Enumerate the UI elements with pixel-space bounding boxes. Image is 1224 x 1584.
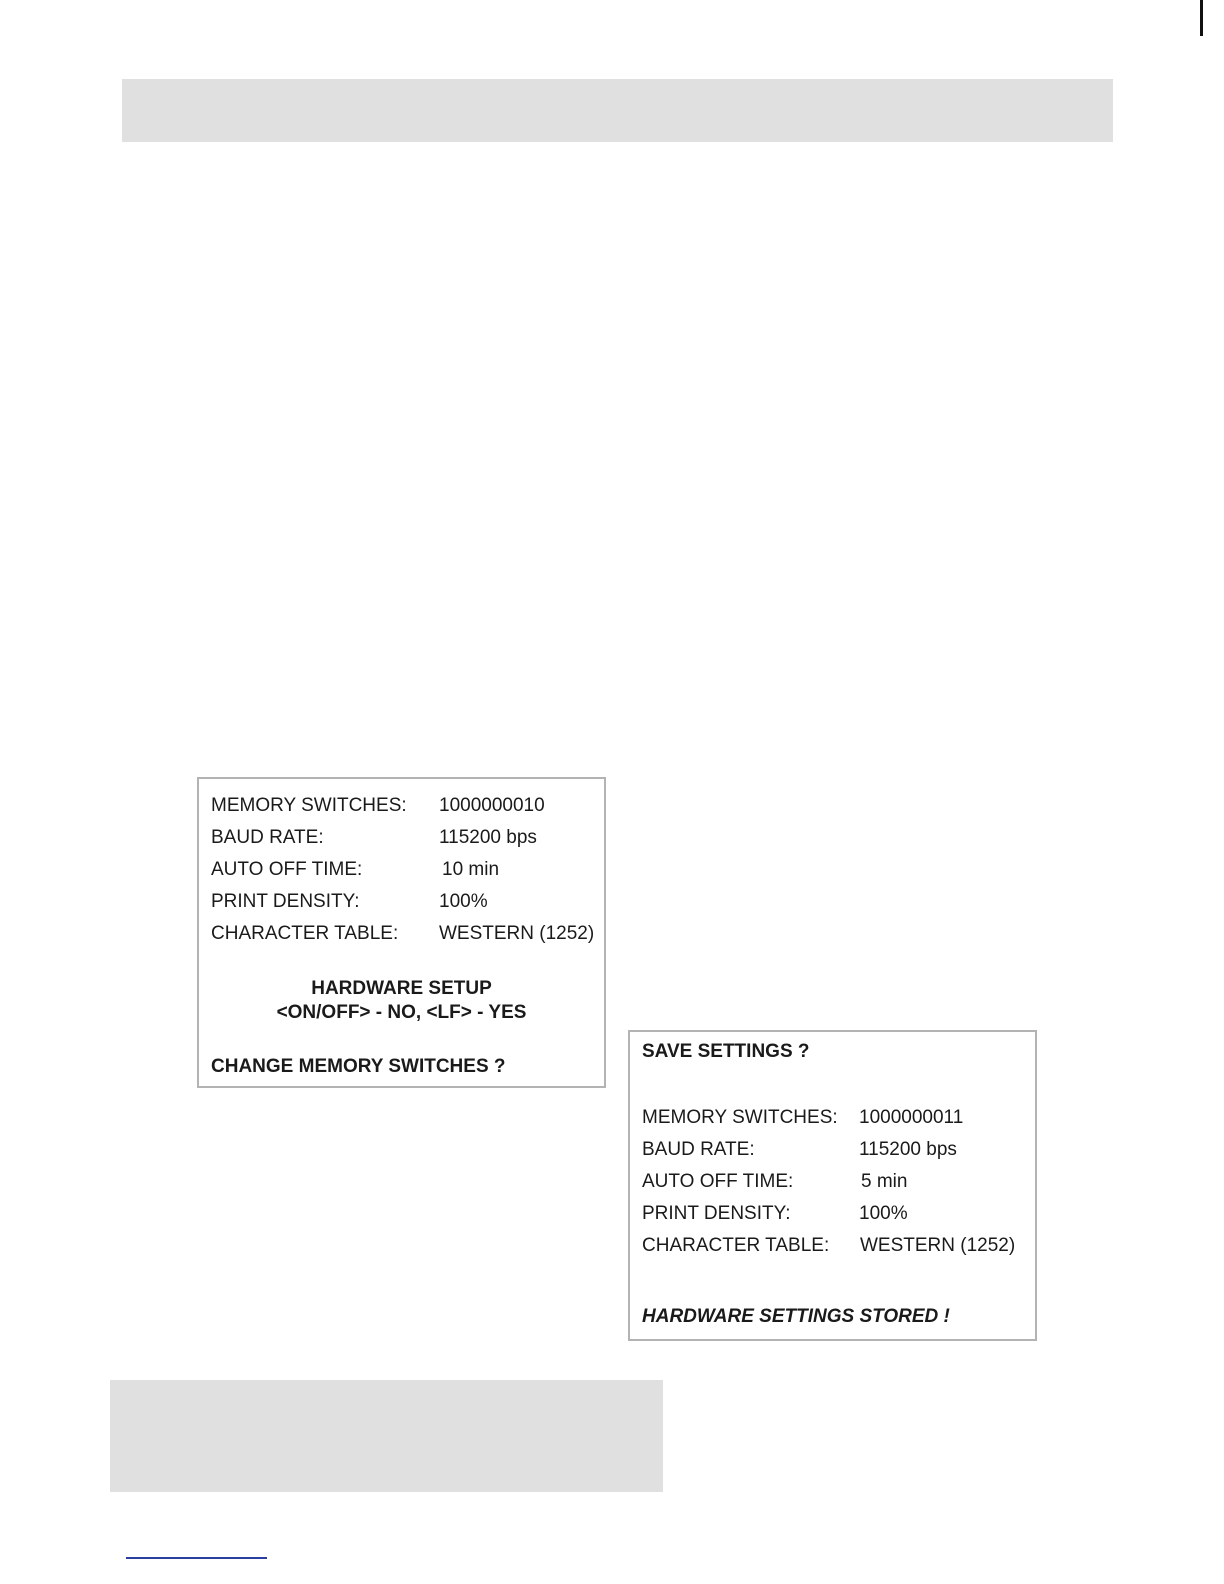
page-edge-mark xyxy=(1200,0,1203,36)
hardware-setup-heading: HARDWARE SETUP xyxy=(311,978,492,999)
setting-row-print-density xyxy=(211,890,596,914)
setting-label: BAUD RATE: xyxy=(642,1139,755,1160)
setting-value: 100% xyxy=(439,891,488,912)
setting-value: 115200 bps xyxy=(859,1139,957,1160)
setting-label: AUTO OFF TIME: xyxy=(642,1171,794,1192)
hardware-setup-panel xyxy=(197,777,606,1088)
setting-label: BAUD RATE: xyxy=(211,827,324,848)
setting-row-memory-switches xyxy=(211,794,596,818)
setting-value: 1000000010 xyxy=(439,795,545,816)
footer-band xyxy=(110,1380,663,1492)
setting-label: CHARACTER TABLE: xyxy=(211,923,399,944)
save-settings-panel xyxy=(628,1030,1037,1341)
setting-row-memory-switches xyxy=(642,1106,1027,1130)
setting-row-print-density xyxy=(642,1202,1027,1226)
setting-row-baud-rate xyxy=(211,826,596,850)
header-band xyxy=(122,79,1113,142)
setting-row-auto-off-time xyxy=(211,858,596,882)
setting-row-character-table xyxy=(211,922,596,946)
setting-row-character-table xyxy=(642,1234,1027,1258)
setting-value: 1000000011 xyxy=(859,1107,964,1128)
keys-hint: <ON/OFF> - NO, <LF> - YES xyxy=(276,1002,527,1023)
setting-label: PRINT DENSITY: xyxy=(642,1203,791,1224)
setting-value: WESTERN (1252) xyxy=(860,1235,1016,1256)
setting-row-baud-rate xyxy=(642,1138,1027,1162)
change-memory-switches-prompt: CHANGE MEMORY SWITCHES ? xyxy=(211,1056,506,1077)
setting-row-auto-off-time xyxy=(642,1170,1027,1194)
setting-label: AUTO OFF TIME: xyxy=(211,859,363,880)
setting-label: MEMORY SWITCHES: xyxy=(211,795,407,816)
footer-rule xyxy=(126,1557,267,1559)
setting-label: CHARACTER TABLE: xyxy=(642,1235,830,1256)
setting-value: 10 min xyxy=(442,859,500,880)
settings-stored-status: HARDWARE SETTINGS STORED ! xyxy=(642,1306,950,1327)
save-settings-prompt: SAVE SETTINGS ? xyxy=(642,1041,810,1062)
setting-label: PRINT DENSITY: xyxy=(211,891,360,912)
setting-value: 115200 bps xyxy=(439,827,537,848)
setting-value: 5 min xyxy=(861,1171,908,1192)
setting-label: MEMORY SWITCHES: xyxy=(642,1107,838,1128)
setting-value: 100% xyxy=(859,1203,908,1224)
setting-value: WESTERN (1252) xyxy=(439,923,595,944)
